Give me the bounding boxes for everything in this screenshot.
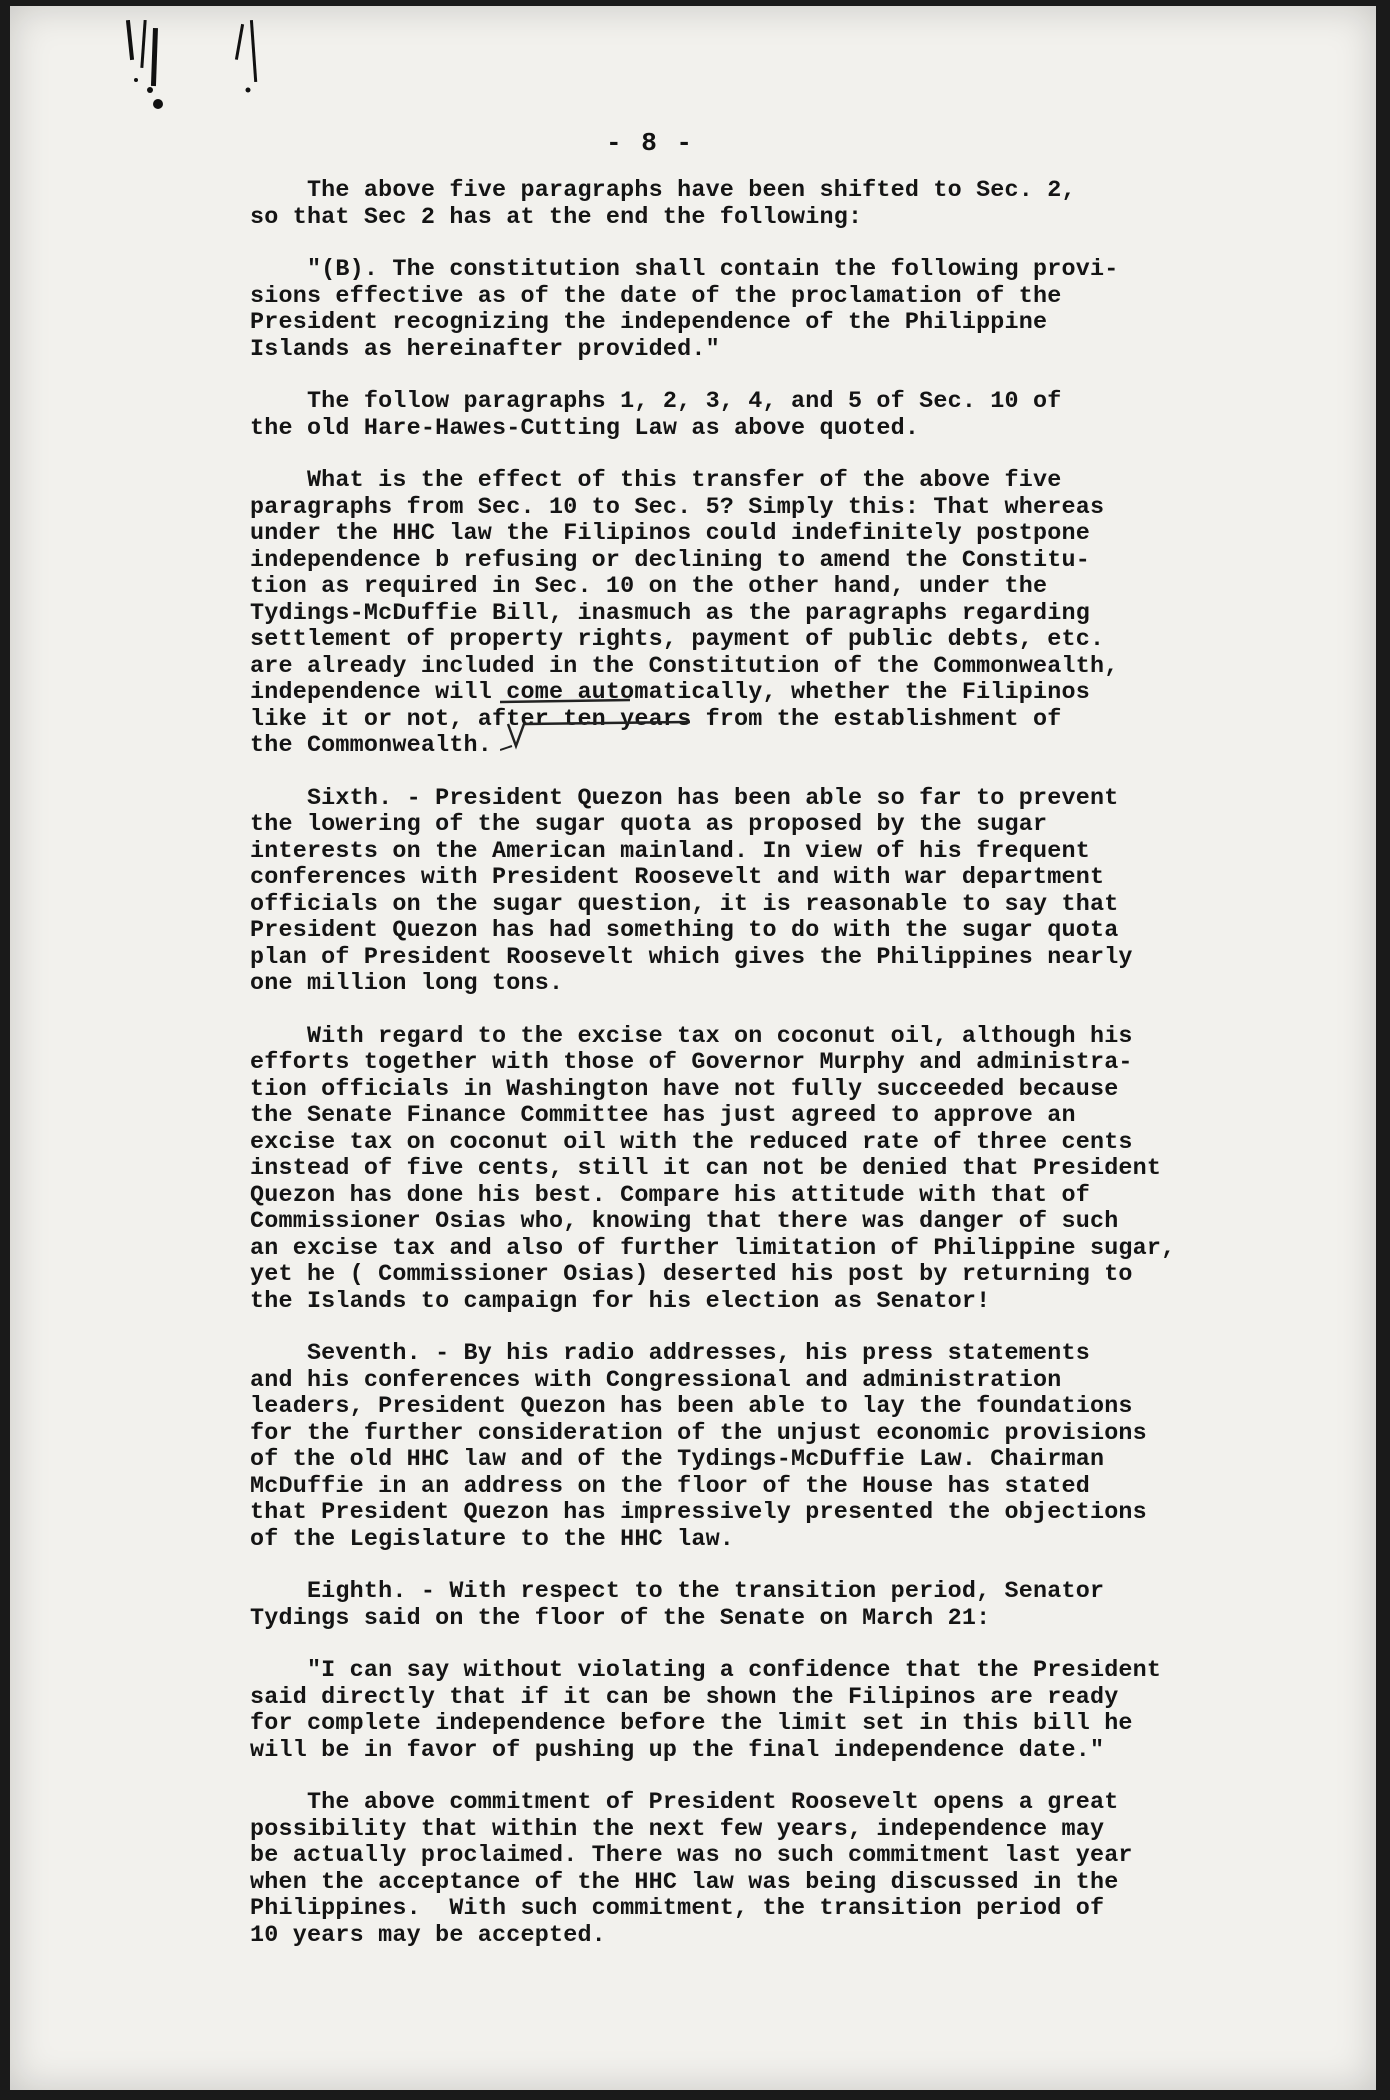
text-line: "I can say without violating a confidence that the President bbox=[250, 1658, 1162, 1684]
text-line: instead of five cents, still it can not be denied that President bbox=[250, 1156, 1162, 1182]
text-line: tion officials in Washington have not fully succeeded because bbox=[250, 1076, 1119, 1103]
paragraph-coconut-oil bbox=[250, 1024, 1280, 1316]
text-line: The above five paragraphs have been shifted to Sec. 2, bbox=[250, 178, 1076, 204]
text-line: McDuffie in an address on the floor of the House has stated bbox=[250, 1473, 1090, 1500]
text-line: With regard to the excise tax on coconut oil, although his bbox=[250, 1023, 1133, 1050]
text-line: Sixth. - President Quezon has been able so far to prevent bbox=[250, 785, 1119, 812]
text-line: and his conferences with Congressional and administration bbox=[250, 1367, 1062, 1394]
paragraph-eighth bbox=[250, 1579, 1280, 1632]
text-line: interests on the American mainland. In view of his frequent bbox=[250, 838, 1090, 865]
text-line: for complete independence before the limit set in this bill he bbox=[250, 1711, 1133, 1737]
text-line: Tydings said on the floor of the Senate on March 21: bbox=[250, 1605, 991, 1632]
text-line: paragraphs from Sec. 10 to Sec. 5? Simply this: That whereas bbox=[250, 494, 1105, 521]
text-line: efforts together with those of Governor Murphy and administra- bbox=[250, 1050, 1133, 1076]
text-line: Tydings-McDuffie Bill, inasmuch as the paragraphs regarding bbox=[250, 600, 1090, 627]
paragraph-tydings-quote bbox=[250, 1658, 1280, 1764]
text-line: "(B). The constitution shall contain the following provi- bbox=[250, 257, 1119, 283]
text-line: the Senate Finance Committee has just agreed to approve an bbox=[250, 1103, 1076, 1129]
body-text bbox=[250, 178, 1280, 1975]
text-line: President Quezon has had something to do with the sugar quota bbox=[250, 918, 1119, 944]
text-line: said directly that if it can be shown the Filipinos are ready bbox=[250, 1684, 1119, 1711]
text-line: settlement of property rights, payment of public debts, etc. bbox=[250, 627, 1105, 653]
paragraph-seventh bbox=[250, 1341, 1280, 1553]
text-line: of the Legislature to the HHC law. bbox=[250, 1526, 735, 1553]
text-line: for the further consideration of the unjust economic provisions bbox=[250, 1420, 1147, 1447]
text-line: will be in favor of pushing up the final independence date." bbox=[250, 1737, 1105, 1764]
text-line: sions effective as of the date of the proclamation of the bbox=[250, 283, 1062, 310]
paragraph-effect bbox=[250, 468, 1280, 760]
paragraph-sixth bbox=[250, 786, 1280, 998]
text-line: Eighth. - With respect to the transition period, Senator bbox=[250, 1579, 1105, 1605]
text-line: Quezon has done his best. Compare his attitude with that of bbox=[250, 1182, 1090, 1209]
text-line: of the old HHC law and of the Tydings-McDuffie Law. Chairman bbox=[250, 1447, 1105, 1473]
text-line: when the acceptance of the HHC law was being discussed in the bbox=[250, 1869, 1119, 1896]
text-line: conferences with President Roosevelt and with war department bbox=[250, 865, 1105, 891]
text-line: yet he ( Commissioner Osias) deserted his post by returning to bbox=[250, 1262, 1133, 1288]
text-line: The follow paragraphs 1, 2, 3, 4, and 5 of Sec. 10 of bbox=[250, 389, 1062, 415]
text-line: are already included in the Constitution of the Commonwealth, bbox=[250, 653, 1119, 680]
text-line: possibility that within the next few years, independence may bbox=[250, 1816, 1105, 1843]
page-number: - 8 - bbox=[605, 128, 694, 158]
text-line: excise tax on coconut oil with the reduced rate of three cents bbox=[250, 1129, 1133, 1156]
text-line: What is the effect of this transfer of the above five bbox=[250, 468, 1062, 494]
text-line: President recognizing the independence of the Philippine bbox=[250, 310, 1048, 336]
paragraph-quote-b bbox=[250, 257, 1280, 363]
text-line: Islands as hereinafter provided." bbox=[250, 336, 720, 363]
text-line: tion as required in Sec. 10 on the other hand, under the bbox=[250, 574, 1048, 600]
text-line: officials on the sugar question, it is reasonable to say that bbox=[250, 891, 1119, 918]
paragraph-shift-note bbox=[250, 178, 1280, 231]
text-line: the Islands to campaign for his election as Senator! bbox=[250, 1288, 991, 1315]
text-line: the old Hare-Hawes-Cutting Law as above quoted. bbox=[250, 415, 920, 442]
text-line: under the HHC law the Filipinos could indefinitely postpone bbox=[250, 521, 1090, 547]
text-line: leaders, President Quezon has been able to lay the foundations bbox=[250, 1394, 1133, 1420]
text-line: the lowering of the sugar quota as proposed by the sugar bbox=[250, 812, 1048, 838]
text-line: be actually proclaimed. There was no such commitment last year bbox=[250, 1843, 1133, 1869]
text-line: that President Quezon has impressively presented the objections bbox=[250, 1500, 1147, 1526]
text-line: 10 years may be accepted. bbox=[250, 1922, 606, 1949]
text-line: Philippines. With such commitment, the transition period of bbox=[250, 1896, 1105, 1922]
text-line: plan of President Roosevelt which gives the Philippines nearly bbox=[250, 944, 1133, 971]
text-line: Commissioner Osias who, knowing that there was danger of such bbox=[250, 1209, 1119, 1235]
text-line: like it or not, after ten years from the establishment of bbox=[250, 706, 1062, 733]
document-page bbox=[10, 6, 1376, 2090]
text-line: the Commonwealth. bbox=[250, 733, 493, 759]
paragraph-follow bbox=[250, 389, 1280, 442]
ink-smudge-mark bbox=[120, 20, 320, 130]
text-line: so that Sec 2 has at the end the following: bbox=[250, 204, 863, 231]
text-line: independence will come automatically, whether the Filipinos bbox=[250, 680, 1090, 706]
text-line: The above commitment of President Roosevelt opens a great bbox=[250, 1790, 1119, 1816]
text-line: one million long tons. bbox=[250, 971, 564, 997]
text-line: Seventh. - By his radio addresses, his press statements bbox=[250, 1341, 1090, 1367]
text-line: independence b refusing or declining to amend the Constitu- bbox=[250, 547, 1090, 574]
paragraph-commitment bbox=[250, 1790, 1280, 1949]
text-line: an excise tax and also of further limitation of Philippine sugar, bbox=[250, 1235, 1176, 1262]
